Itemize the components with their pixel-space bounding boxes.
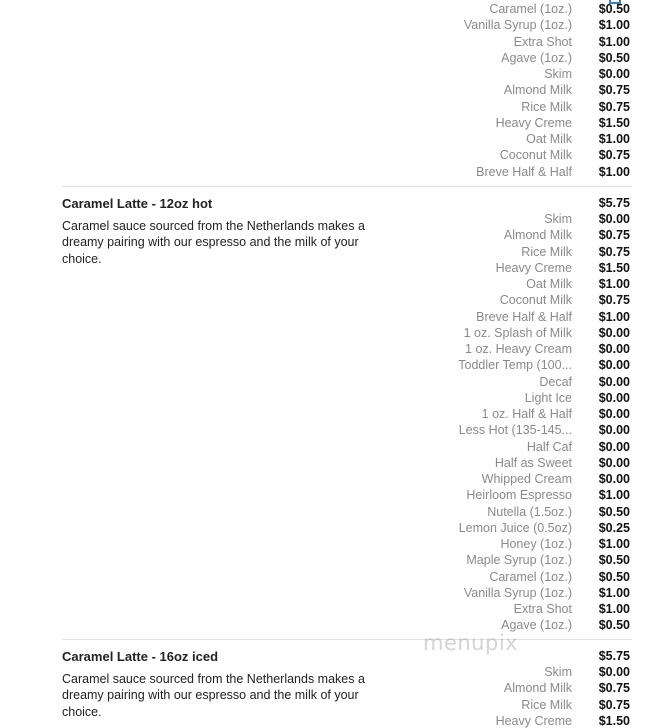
option-name: Whipped Cream [481,472,572,486]
option-price: $0.50 [598,569,630,584]
menu-item-caramel-latte-12oz-hot[interactable] [62,196,632,636]
option-list [62,665,632,728]
option-name: Vanilla Syrup (1oz.) [463,585,572,600]
option-price: $0.00 [598,390,630,405]
option-row[interactable] [62,698,632,714]
option-price: $0.75 [598,293,630,308]
option-row[interactable] [62,245,632,261]
option-row[interactable] [62,67,632,83]
option-row[interactable] [62,51,632,67]
section-divider [62,639,632,640]
option-name: Heavy Creme [495,115,572,130]
option-name: Less Hot (135-145... [458,423,572,438]
option-price: $1.50 [598,713,630,728]
option-price: $1.00 [598,585,630,600]
option-list [62,2,632,181]
option-row[interactable] [62,165,632,181]
option-price: $0.75 [598,99,630,114]
option-price: $0.50 [598,618,630,633]
option-price: $1.00 [598,537,630,551]
item-description: Caramel sauce sourced from the Netherlands makes a dreamy pairing with our espresso and the milk of your choice. [62,672,365,719]
option-name: 1 oz. Half & Half [481,407,572,421]
option-row[interactable] [62,18,632,34]
option-price: $0.50 [598,50,630,65]
option-row[interactable] [62,100,632,116]
option-row[interactable] [62,342,632,358]
option-row[interactable] [62,375,632,391]
option-row[interactable] [62,326,632,342]
option-price: $1.00 [598,602,630,616]
item-price: $5.75 [598,649,630,663]
option-name: Agave (1oz.) [501,50,572,65]
option-row[interactable] [62,586,632,602]
option-name: Breve Half & Half [476,309,572,324]
menu-item-caramel-latte-16oz-iced[interactable] [62,649,632,728]
option-name: Agave (1oz.) [501,618,572,633]
option-row[interactable] [62,423,632,439]
option-row[interactable] [62,116,632,132]
option-price: $1.00 [598,34,630,49]
item-title: Caramel Latte - 12oz hot [62,196,213,211]
option-row[interactable] [62,83,632,99]
option-name: Rice Milk [521,697,572,712]
option-price: $0.00 [598,439,630,454]
option-price: $0.00 [598,67,630,81]
option-name: Caramel (1oz.) [489,569,572,584]
option-row[interactable] [62,132,632,148]
option-name: Decaf [539,374,572,389]
option-row[interactable] [62,618,632,634]
option-name: Caramel (1oz.) [489,2,572,16]
option-name: 1 oz. Splash of Milk [463,325,572,340]
option-name: Half Caf [526,439,572,454]
option-price: $0.00 [598,374,630,389]
section-divider [62,186,632,187]
option-price: $0.00 [598,212,630,226]
option-row[interactable] [62,488,632,504]
option-name: Extra Shot [513,34,572,49]
option-row[interactable] [62,472,632,488]
option-price: $1.00 [598,132,630,146]
option-price: $1.00 [598,488,630,503]
option-row[interactable] [62,277,632,293]
option-name: Oat Milk [526,132,572,146]
option-row[interactable] [62,521,632,537]
item-title: Caramel Latte - 16oz iced [62,649,219,664]
option-row[interactable] [62,228,632,244]
option-price: $0.00 [598,665,630,679]
option-price: $1.50 [598,260,630,275]
option-name: Almond Milk [503,83,572,98]
option-row[interactable] [62,212,632,228]
option-name: Half as Sweet [494,455,572,470]
option-row[interactable] [62,570,632,586]
option-price: $0.75 [598,148,630,163]
option-name: Skim [544,665,572,679]
option-row[interactable] [62,293,632,309]
option-name: Coconut Milk [499,148,572,163]
option-name: Heavy Creme [495,713,572,728]
option-price: $0.50 [598,553,630,568]
option-price: $1.50 [598,115,630,130]
option-row[interactable] [62,35,632,51]
option-name: Coconut Milk [499,293,572,308]
option-price: $0.00 [598,455,630,470]
option-row[interactable] [62,358,632,374]
option-price: $0.25 [598,520,630,535]
option-name: Breve Half & Half [476,164,572,179]
option-name: Skim [544,212,572,226]
option-price: $0.50 [598,504,630,519]
option-price: $0.00 [598,472,630,486]
option-price: $0.00 [598,423,630,438]
option-row[interactable] [62,440,632,456]
option-name: Maple Syrup (1oz.) [466,553,572,568]
option-price: $0.00 [598,358,630,373]
watermark-logo: menupix [423,631,519,655]
option-list [62,212,632,635]
option-name: Heirloom Espresso [466,488,572,503]
option-row[interactable] [62,407,632,423]
option-price: $0.00 [598,342,630,356]
option-name: Rice Milk [521,99,572,114]
option-row[interactable] [62,505,632,521]
option-price: $1.00 [598,309,630,324]
option-row[interactable] [62,310,632,326]
option-price: $0.75 [598,244,630,259]
option-name: Lemon Juice (0.5oz) [458,520,572,535]
option-row[interactable] [62,537,632,553]
option-name: 1 oz. Heavy Cream [465,342,572,356]
option-price: $0.75 [598,83,630,98]
option-row[interactable] [62,553,632,569]
option-name: Skim [544,67,572,81]
option-name: Heavy Creme [495,260,572,275]
option-row[interactable] [62,665,632,681]
option-price: $0.75 [598,681,630,696]
option-name: Rice Milk [521,244,572,259]
option-name: Vanilla Syrup (1oz.) [463,18,572,33]
option-row[interactable] [62,681,632,697]
option-row[interactable] [62,456,632,472]
option-row[interactable] [62,714,632,728]
option-name: Oat Milk [526,277,572,291]
option-price: $0.50 [598,2,630,16]
option-name: Honey (1oz.) [500,537,572,551]
option-name: Nutella (1.5oz.) [487,504,572,519]
option-name: Almond Milk [503,228,572,243]
option-price: $1.00 [598,164,630,179]
option-row[interactable] [62,391,632,407]
option-price: $0.00 [598,325,630,340]
option-name: Light Ice [524,390,572,405]
option-row[interactable] [62,602,632,618]
option-price: $1.00 [598,18,630,33]
option-price: $0.75 [598,697,630,712]
item-price: $5.75 [598,196,630,210]
option-row[interactable] [62,2,632,18]
option-row[interactable] [62,261,632,277]
option-price: $1.00 [598,277,630,291]
option-name: Almond Milk [503,681,572,696]
option-row[interactable] [62,148,632,164]
option-price: $0.75 [598,228,630,243]
option-name: Toddler Temp (100... [458,358,572,373]
option-name: Extra Shot [513,602,572,616]
option-price: $0.00 [598,407,630,421]
item-description: Caramel sauce sourced from the Netherlands makes a dreamy pairing with our espresso and the milk of your choice. [62,219,365,266]
